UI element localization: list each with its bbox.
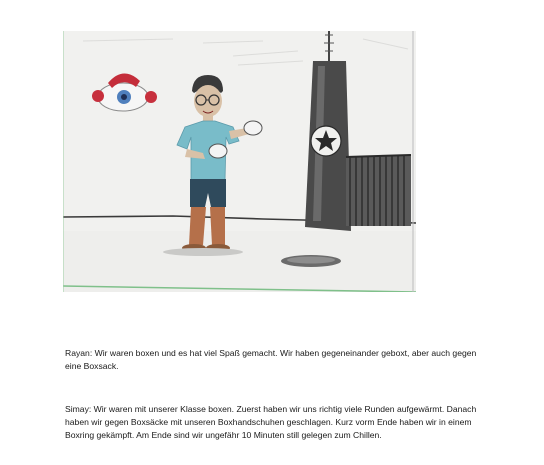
paragraph-simay: Simay: Wir waren mit unserer Klasse boxen. Zuerst haben wir uns richtig viele Runden aufgewärmt. Danach haben wir gegen Boxsäcke mit unseren Boxhandschuhen geschlagen. Kurz vorm Ende haben wir in einem Boxring gekämpft. Am Ende sind wir ungefähr 10 Minuten still gelegen zum Chillen.: [65, 404, 477, 441]
boxing-ring-drawing: [346, 155, 411, 226]
paragraph-rayan: Rayan: Wir waren boxen und es hat viel Spaß gemacht. Wir haben gegeneinander geboxt, aber auch gegen eine Boxsack.: [65, 348, 477, 372]
drawing-canvas: [63, 31, 416, 292]
child-drawing-boxing: [63, 31, 416, 292]
